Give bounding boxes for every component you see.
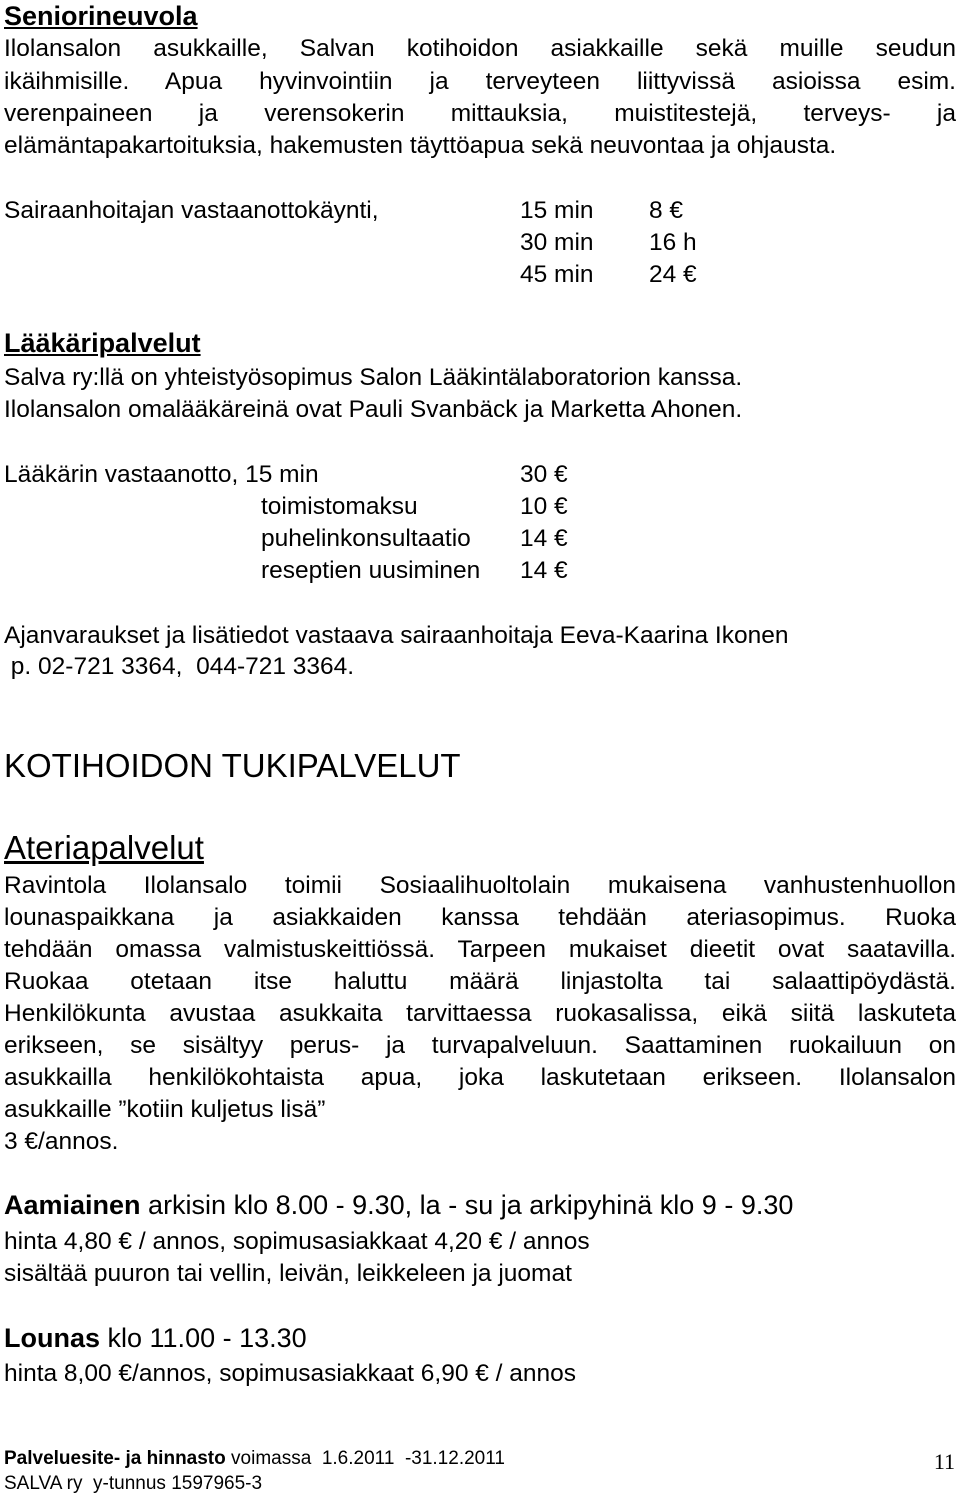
breakfast-content: sisältää puuron tai vellin, leivän, leikkeleen ja juomat <box>4 1260 572 1287</box>
footer-validity <box>4 1449 505 1468</box>
page-number: 11 <box>933 1449 955 1474</box>
meal-services-heading: Ateriapalvelut <box>4 829 204 866</box>
nurse-visit-price-3: 24 € <box>649 261 697 288</box>
phone-consult-label: puhelinkonsultaatio <box>261 525 471 552</box>
lunch-time: klo 11.00 - 13.30 <box>100 1323 307 1353</box>
breakfast-name: Aamiainen <box>4 1190 141 1220</box>
meals-para-line-9: 3 €/annos. <box>4 1128 119 1155</box>
footer-org: SALVA ry y-tunnus 1597965-3 <box>4 1473 263 1494</box>
meals-para-line-1: Ravintola Ilolansalo toimii Sosiaalihuoltolain mukaisena vanhustenhuollon <box>4 872 956 899</box>
kotihoito-heading: KOTIHOIDON TUKIPALVELUT <box>4 747 461 784</box>
nurse-visit-price-1: 8 € <box>649 197 684 224</box>
meals-para-line-8: asukkaille ”kotiin kuljetus lisä” <box>4 1096 326 1123</box>
lunch-heading <box>4 1325 307 1352</box>
lunch-name: Lounas <box>4 1323 101 1353</box>
doctor-visit-price: 30 € <box>520 461 568 488</box>
meals-para-line-7: asukkailla henkilökohtaista apua, joka laskutetaan erikseen. Ilolansalon <box>4 1064 956 1091</box>
meals-para-line-6: erikseen, se sisältyy perus- ja turvapalveluun. Saattaminen ruokailuun on <box>4 1032 956 1059</box>
senior-para-line-3: verenpaineen ja verensokerin mittauksia, muistitestejä, terveys- ja <box>4 100 956 127</box>
nurse-visit-duration-3: 45 min <box>520 261 594 288</box>
meals-para-line-3: tehdään omassa valmistuskeittiössä. Tarpeen mukaiset dieetit ovat saatavilla. <box>4 936 956 963</box>
breakfast-price: hinta 4,80 € / annos, sopimusasiakkaat 4,20 € / annos <box>4 1228 590 1255</box>
nurse-visit-label: Sairaanhoitajan vastaanottokäynti, <box>4 197 379 224</box>
doctor-contact-line-2: p. 02-721 3364, 044-721 3364. <box>4 653 355 680</box>
prescription-renewal-label: reseptien uusiminen <box>261 557 481 584</box>
senior-para-line-1: Ilolansalon asukkaille, Salvan kotihoidon asiakkaille sekä muille seudun <box>4 35 956 62</box>
breakfast-heading <box>4 1192 793 1219</box>
nurse-visit-price-2: 16 h <box>649 229 697 256</box>
footer-title: Palveluesite- ja hinnasto <box>4 1448 226 1469</box>
office-fee-label: toimistomaksu <box>261 493 418 520</box>
senior-para-line-2: ikäihmisille. Apua hyvinvointiin ja terveyteen liittyvissä asioissa esim. <box>4 68 956 95</box>
doctor-contact-line-1: Ajanvaraukset ja lisätiedot vastaava sairaanhoitaja Eeva-Kaarina Ikonen <box>4 622 789 649</box>
doctor-para-line-1: Salva ry:llä on yhteistyösopimus Salon Lääkintälaboratorion kanssa. <box>4 364 743 391</box>
meals-para-line-5: Henkilökunta avustaa asukkaita tarvittaessa ruokasalissa, eikä siitä laskuteta <box>4 1000 956 1027</box>
meals-para-line-4: Ruokaa otetaan itse haluttu määrä linjastolta tai salaattipöydästä. <box>4 968 956 995</box>
nurse-visit-duration-1: 15 min <box>520 197 594 224</box>
footer-validity-dates: voimassa 1.6.2011 -31.12.2011 <box>225 1448 505 1469</box>
doctor-services-heading: Lääkäripalvelut <box>4 328 201 358</box>
senior-para-line-4: elämäntapakartoituksia, hakemusten täyttöapua sekä neuvontaa ja ohjausta. <box>4 132 837 159</box>
doctor-visit-label: Lääkärin vastaanotto, 15 min <box>4 461 319 488</box>
phone-consult-price: 14 € <box>520 525 568 552</box>
seniorineuvola-heading: Seniorineuvola <box>4 1 198 31</box>
lunch-price: hinta 8,00 €/annos, sopimusasiakkaat 6,90 € / annos <box>4 1360 577 1387</box>
meals-para-line-2: lounaspaikkana ja asiakkaiden kanssa tehdään ateriasopimus. Ruoka <box>4 904 956 931</box>
nurse-visit-duration-2: 30 min <box>520 229 594 256</box>
breakfast-time: arkisin klo 8.00 - 9.30, la - su ja arkipyhinä klo 9 - 9.30 <box>140 1190 794 1220</box>
doctor-para-line-2: Ilolansalon omalääkäreinä ovat Pauli Svanbäck ja Marketta Ahonen. <box>4 396 743 423</box>
prescription-renewal-price: 14 € <box>520 557 568 584</box>
office-fee-price: 10 € <box>520 493 568 520</box>
